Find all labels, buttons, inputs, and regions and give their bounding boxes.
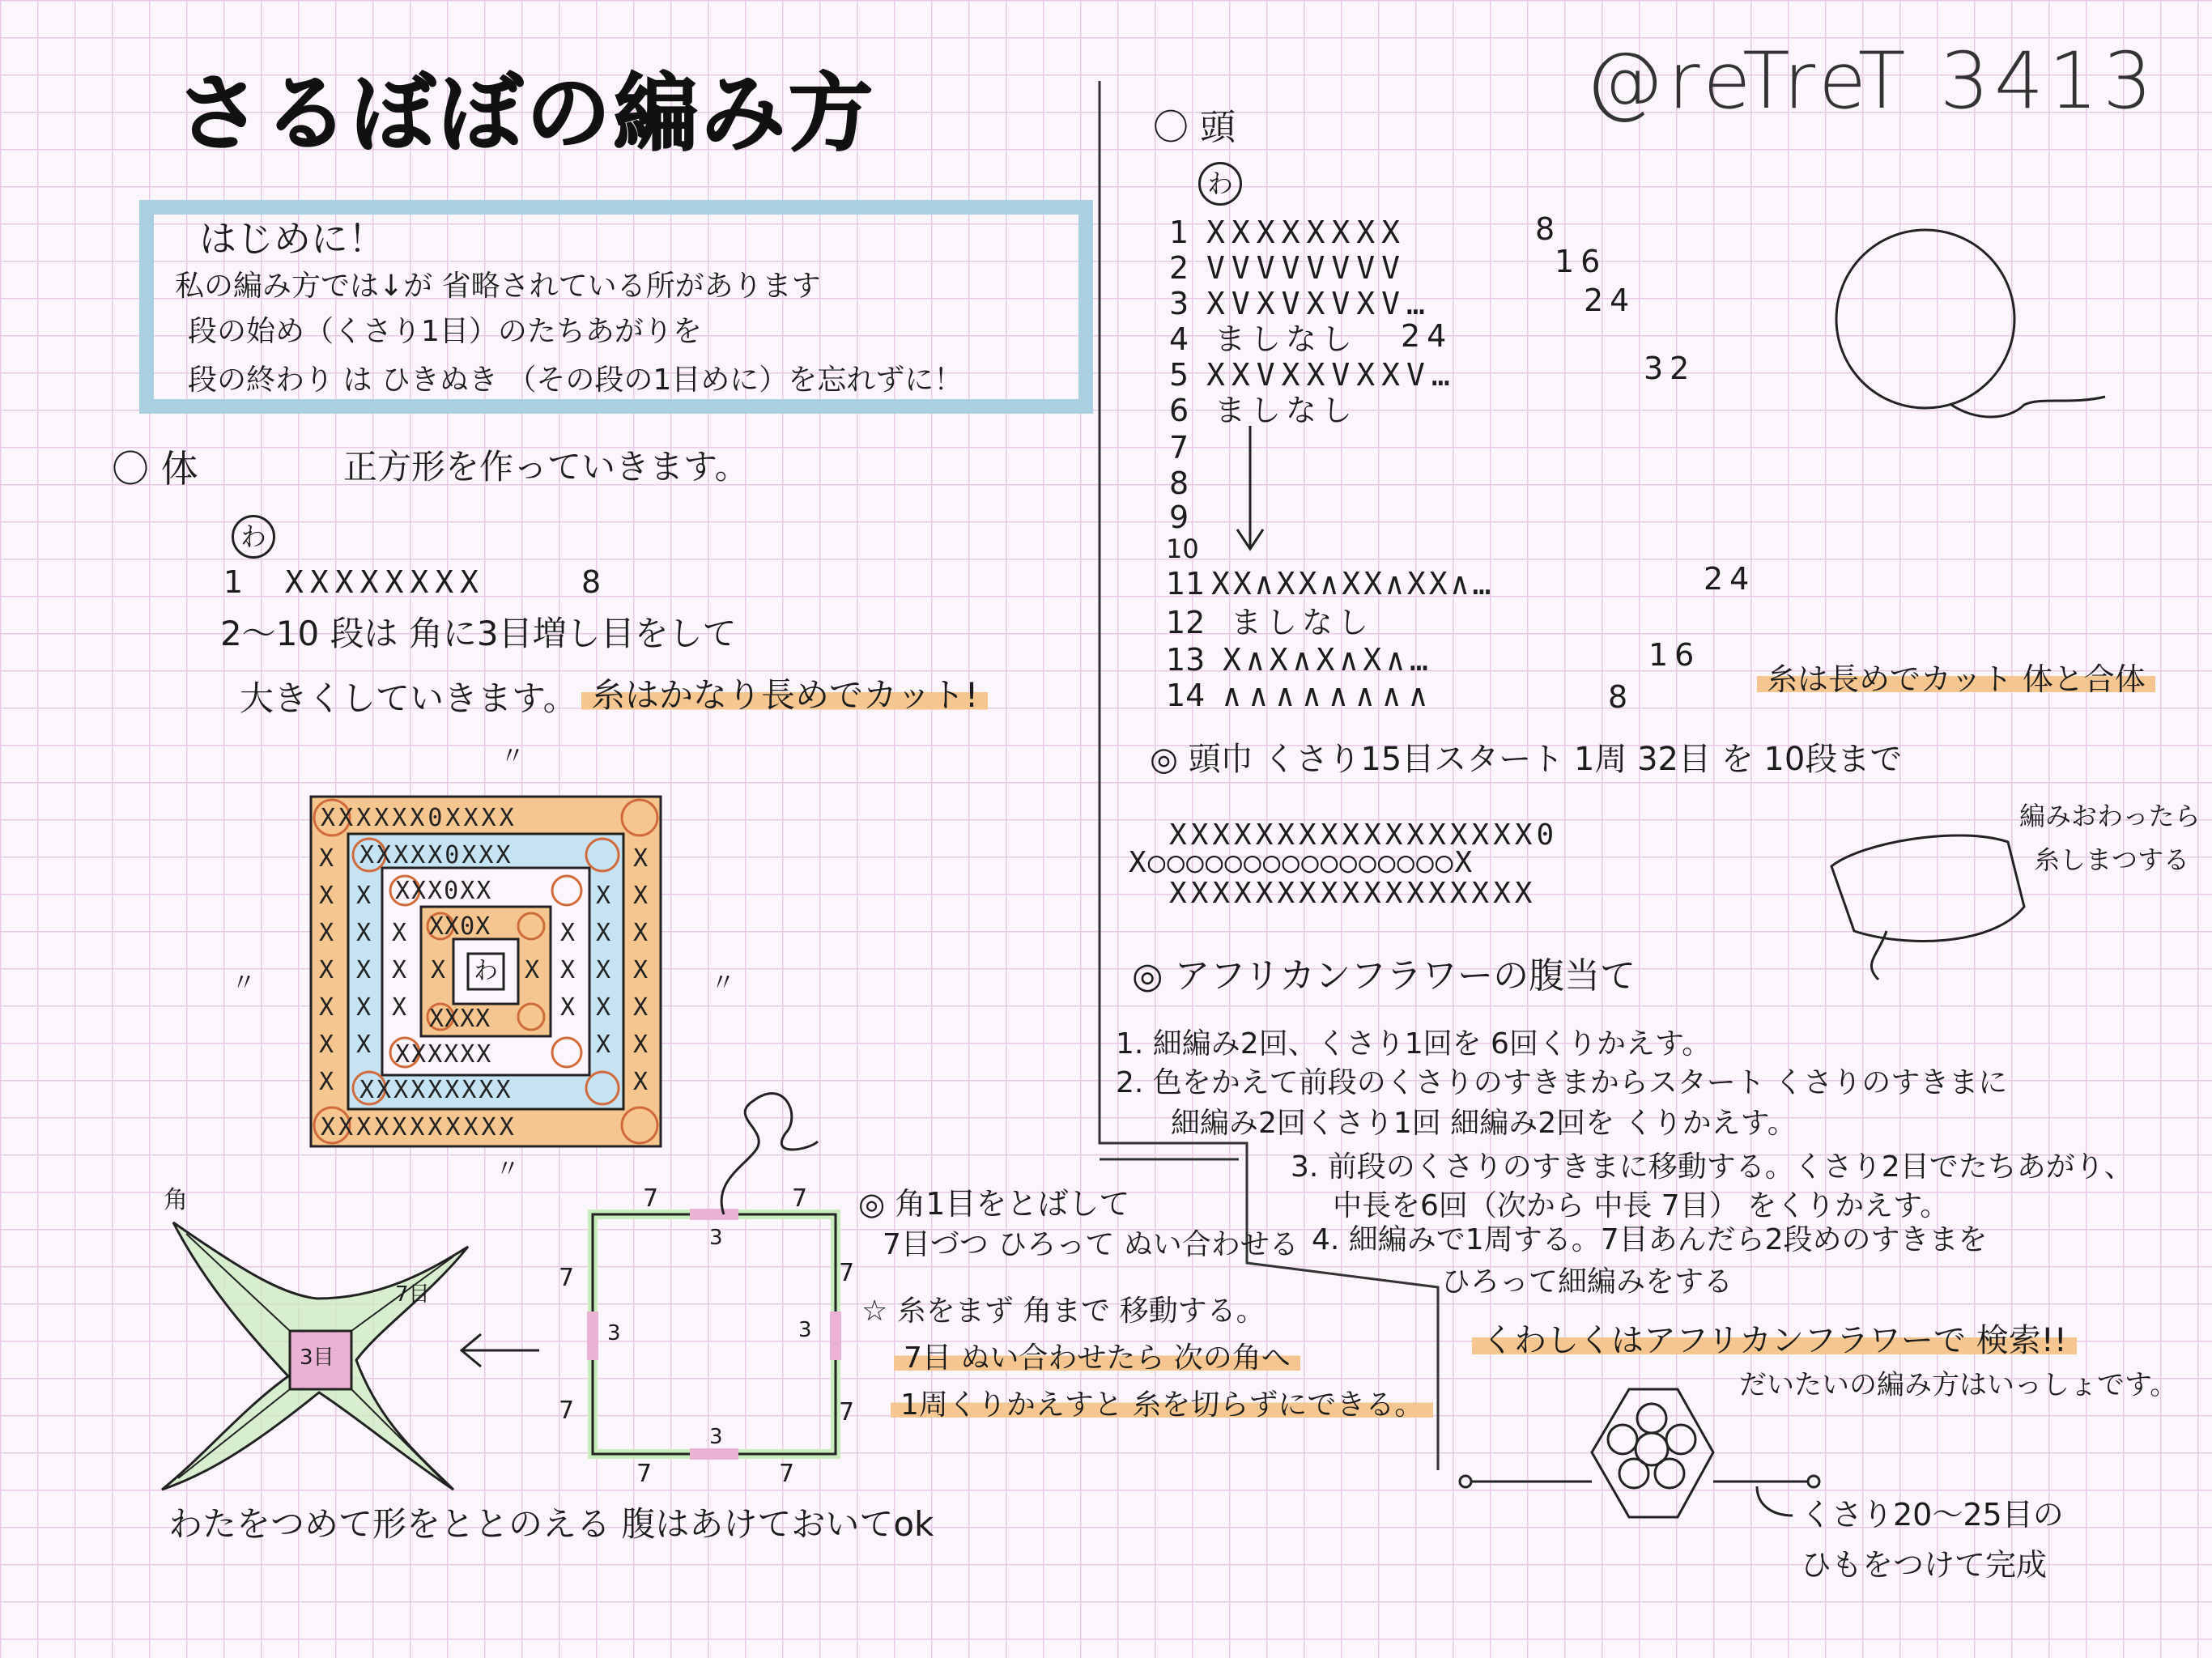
square-left-upper-7: 7 xyxy=(559,1264,575,1292)
svg-text:X: X xyxy=(356,993,372,1022)
square-bottom-left-7: 7 xyxy=(636,1460,653,1488)
body-cut-note: 糸はかなり長めでカット! xyxy=(581,678,988,712)
square-left-3: 3 xyxy=(607,1321,621,1346)
svg-text:XXXXXXXXX: XXXXXXXXX xyxy=(359,1076,513,1104)
author-handle: @reTreT 3413 xyxy=(1585,36,2158,126)
intro-heading: はじめに！ xyxy=(199,217,385,261)
hood-row-mid: X○○○○○○○○○○○○○○○○X xyxy=(1129,846,1474,879)
grid-repeat-bottom: 〃 xyxy=(496,1155,520,1184)
tip-line-2: 7目 ぬい合わせたら 次の角へ xyxy=(894,1344,1300,1373)
cord-end xyxy=(1808,1476,1819,1487)
head-row-3-number: 3 xyxy=(1169,286,1196,321)
flower-search-note: くわしくはアフリカンフラワーで 検索!! xyxy=(1472,1324,2077,1357)
grid-center-label: わ xyxy=(474,957,498,985)
repeat-arrow xyxy=(1237,426,1263,549)
ball-outline xyxy=(1836,230,2014,408)
body-note-1: 2～10 段は 角に3目増し目をして xyxy=(220,614,737,653)
square-top-3: 3 xyxy=(709,1226,723,1250)
grid-repeat-left: 〃 xyxy=(232,969,256,997)
flower-heading: ◎ アフリカンフラワーの腹当て xyxy=(1132,955,1636,997)
body-note-2: 大きくしていきます。 xyxy=(240,678,577,718)
svg-text:X: X xyxy=(356,1031,372,1059)
head-row-3-count: 24 xyxy=(1584,283,1636,318)
finish-note: わたをつめて形をととのえる 腹はあけておいてok xyxy=(168,1504,934,1544)
head-row-13-number: 13 xyxy=(1166,642,1206,678)
ball-yarn xyxy=(1951,397,2105,417)
svg-text:X: X xyxy=(596,993,611,1022)
svg-text:X: X xyxy=(596,882,611,910)
svg-text:X: X xyxy=(319,956,334,984)
body-row-1-count: 8 xyxy=(581,564,608,600)
head-row-2-stitches: VVVVVVVV xyxy=(1206,250,1407,286)
svg-text:X: X xyxy=(633,1068,649,1096)
head-heading: 〇 頭 xyxy=(1153,107,1236,148)
african-flower-diagram xyxy=(1460,1389,1819,1517)
svg-text:X: X xyxy=(319,919,334,947)
star-center-label: 3目 xyxy=(300,1346,334,1370)
head-row-2-number: 2 xyxy=(1169,250,1196,286)
flower-hexagon xyxy=(1592,1389,1713,1517)
head-row-4-count: 24 xyxy=(1401,318,1453,354)
svg-text:XXXXXX0XXXX: XXXXXX0XXXX xyxy=(321,804,517,832)
svg-text:X: X xyxy=(356,919,372,947)
square-right-lower-7: 7 xyxy=(839,1398,855,1426)
square-right-upper-7: 7 xyxy=(839,1259,855,1287)
cord-pointer xyxy=(1757,1486,1793,1516)
svg-text:X: X xyxy=(560,956,576,984)
flower-step-2a: 2. 色をかえて前段のくさりのすきまからスタート くさりのすきまに xyxy=(1116,1066,2008,1099)
grid-repeat-right: 〃 xyxy=(711,969,735,997)
flower-petal xyxy=(1655,1459,1684,1488)
body-ring-label: わ xyxy=(232,515,275,559)
square-left-lower-7: 7 xyxy=(559,1397,575,1425)
svg-text:XXXX: XXXX xyxy=(429,1005,491,1033)
hood-outline xyxy=(1831,835,2024,942)
square-bottom-right-7: 7 xyxy=(779,1460,795,1488)
svg-text:X: X xyxy=(596,1031,611,1059)
flower-step-3b: 中長を6回（次から 中長 7目） をくりかえす。 xyxy=(1333,1189,1950,1222)
flower-search-sub: だいたいの編み方はいっしょです。 xyxy=(1739,1369,2178,1401)
body-row-1-number: 1 xyxy=(223,564,250,600)
head-row-9-number: 9 xyxy=(1169,500,1196,535)
square-bottom-3: 3 xyxy=(709,1425,723,1449)
svg-text:X: X xyxy=(633,993,649,1022)
svg-text:X: X xyxy=(319,1031,334,1059)
hood-note-2: 糸しまつする xyxy=(2034,844,2190,875)
head-ball-diagram xyxy=(1836,230,2105,417)
svg-text:X: X xyxy=(525,956,540,984)
sew-heading: ◎ 角1目をとばして xyxy=(858,1186,1130,1222)
head-row-7-number: 7 xyxy=(1169,430,1196,466)
flower-petal xyxy=(1637,1404,1666,1433)
svg-text:XX0X: XX0X xyxy=(429,912,491,941)
flower-step-4b: ひろって細編みをする xyxy=(1441,1265,1733,1299)
flower-step-4a: 4. 細編みで1周する。7目あんだら2段めのすきまを xyxy=(1312,1223,1988,1256)
body-heading: 〇 体 xyxy=(112,447,198,491)
body-row-1-stitches: XXXXXXXX xyxy=(285,564,486,600)
head-row-12-number: 12 xyxy=(1166,605,1206,640)
head-row-13-count: 16 xyxy=(1648,637,1701,673)
svg-text:X: X xyxy=(319,993,334,1022)
head-row-2-count: 16 xyxy=(1555,244,1607,279)
head-row-6-stitches: ましなし xyxy=(1214,393,1358,428)
star-corner-label: 角 xyxy=(164,1186,188,1214)
head-row-14-count: 8 xyxy=(1608,679,1635,715)
body-subtitle: 正方形を作っていきます。 xyxy=(343,447,749,487)
svg-text:X: X xyxy=(633,1031,649,1059)
star-seam xyxy=(351,1389,444,1482)
head-row-14-stitches: ∧∧∧∧∧∧∧∧ xyxy=(1223,678,1436,713)
hood-heading: ◎ 頭巾 くさり15目スタート 1周 32目 を 10段まで xyxy=(1150,741,1903,778)
hood-diagram xyxy=(1831,835,2024,980)
head-row-14-number: 14 xyxy=(1166,678,1206,713)
flower-petal xyxy=(1619,1459,1648,1488)
head-row-1-stitches: XXXXXXXX xyxy=(1206,215,1407,250)
svg-text:XXXXXXXXXXX: XXXXXXXXXXX xyxy=(321,1113,517,1141)
hood-note-1: 編みおわったら xyxy=(2019,801,2201,831)
intro-line-3: 段の終わり は ひきぬき （その段の1目めに）を忘れずに！ xyxy=(188,363,963,397)
head-row-10-number: 10 xyxy=(1166,534,1199,564)
head-row-3-stitches: XVXVXVXV… xyxy=(1206,286,1431,321)
head-row-13-stitches: X∧X∧X∧X∧… xyxy=(1223,642,1433,678)
svg-text:X: X xyxy=(319,882,334,910)
star-edge-label: 7目 xyxy=(395,1282,430,1307)
svg-text:XXXXX0XXX: XXXXX0XXX xyxy=(359,841,513,869)
sew-line-1: 7目づつ ひろって ぬい合わせる xyxy=(883,1228,1299,1261)
svg-text:XXXXXX: XXXXXX xyxy=(395,1040,493,1069)
svg-text:X: X xyxy=(633,844,649,873)
hood-row-top: XXXXXXXXXXXXXXXXX0 xyxy=(1169,818,1559,852)
tip-line-1: ☆ 糸をまず 角まで 移動する。 xyxy=(861,1295,1266,1328)
svg-text:X: X xyxy=(633,882,649,910)
head-cut-note: 糸は長めでカット 体と合体 xyxy=(1757,664,2155,695)
grid-repeat-top: 〃 xyxy=(500,742,525,771)
head-row-4-number: 4 xyxy=(1169,321,1196,357)
left-arrow xyxy=(462,1334,539,1367)
head-row-12-stitches: ましなし xyxy=(1231,605,1374,640)
page-title: さるぼぼの編み方 xyxy=(177,64,877,163)
flower-step-1: 1. 細編み2回、くさり1回を 6回くりかえす。 xyxy=(1116,1027,1712,1061)
svg-text:X: X xyxy=(596,956,611,984)
square-right-3: 3 xyxy=(798,1318,812,1342)
flower-petal xyxy=(1666,1425,1695,1454)
head-row-11-number: 11 xyxy=(1166,566,1206,602)
intro-line-1: 私の編み方では↓が 省略されている所があります xyxy=(175,270,821,303)
svg-text:X: X xyxy=(596,919,611,947)
svg-text:X: X xyxy=(560,919,576,947)
svg-text:X: X xyxy=(356,956,372,984)
flower-step-2b: 細編み2回くさり1回 細編み2回を くりかえす。 xyxy=(1171,1107,1797,1140)
head-row-1-number: 1 xyxy=(1169,215,1196,250)
svg-text:X: X xyxy=(633,956,649,984)
hood-row-bot: XXXXXXXXXXXXXXXXX xyxy=(1169,877,1537,910)
cord-end xyxy=(1460,1476,1471,1487)
svg-text:X: X xyxy=(560,993,576,1022)
svg-text:X: X xyxy=(431,956,446,984)
head-row-1-count: 8 xyxy=(1535,211,1562,247)
svg-text:X: X xyxy=(319,844,334,873)
head-row-4-stitches: ましなし xyxy=(1214,321,1358,357)
flower-step-3a: 3. 前段のくさりのすきまに移動する。くさり2目でたちあがり、 xyxy=(1291,1150,2133,1184)
square-top-right-7: 7 xyxy=(792,1184,808,1213)
head-row-6-number: 6 xyxy=(1169,393,1196,428)
head-row-5-count: 32 xyxy=(1644,351,1696,386)
svg-text:X: X xyxy=(392,993,407,1022)
svg-text:XXX0XX: XXX0XX xyxy=(395,877,493,905)
head-row-11-stitches: XX∧XX∧XX∧XX∧… xyxy=(1211,566,1495,602)
flower-petal xyxy=(1608,1425,1637,1454)
star-seam xyxy=(178,1389,290,1478)
head-row-11-count: 24 xyxy=(1704,561,1756,597)
head-row-8-number: 8 xyxy=(1169,466,1196,501)
svg-text:X: X xyxy=(392,919,407,947)
flower-cord-2: ひもをつけて完成 xyxy=(1801,1547,2048,1583)
square-top-left-7: 7 xyxy=(643,1184,659,1213)
svg-text:X: X xyxy=(633,919,649,947)
flower-cord-1: くさり20～25目の xyxy=(1801,1497,2064,1533)
tip-line-3: 1周くりかえすと 糸を切らずにできる。 xyxy=(891,1391,1433,1420)
intro-line-2: 段の始め（くさり1目）のたちあがりを xyxy=(188,315,702,348)
head-row-5-number: 5 xyxy=(1169,357,1196,393)
head-row-5-stitches: XXVXXVXXV… xyxy=(1206,357,1457,393)
svg-text:X: X xyxy=(319,1068,334,1096)
svg-text:X: X xyxy=(356,882,372,910)
svg-text:X: X xyxy=(392,956,407,984)
head-ring-label: わ xyxy=(1198,162,1242,206)
